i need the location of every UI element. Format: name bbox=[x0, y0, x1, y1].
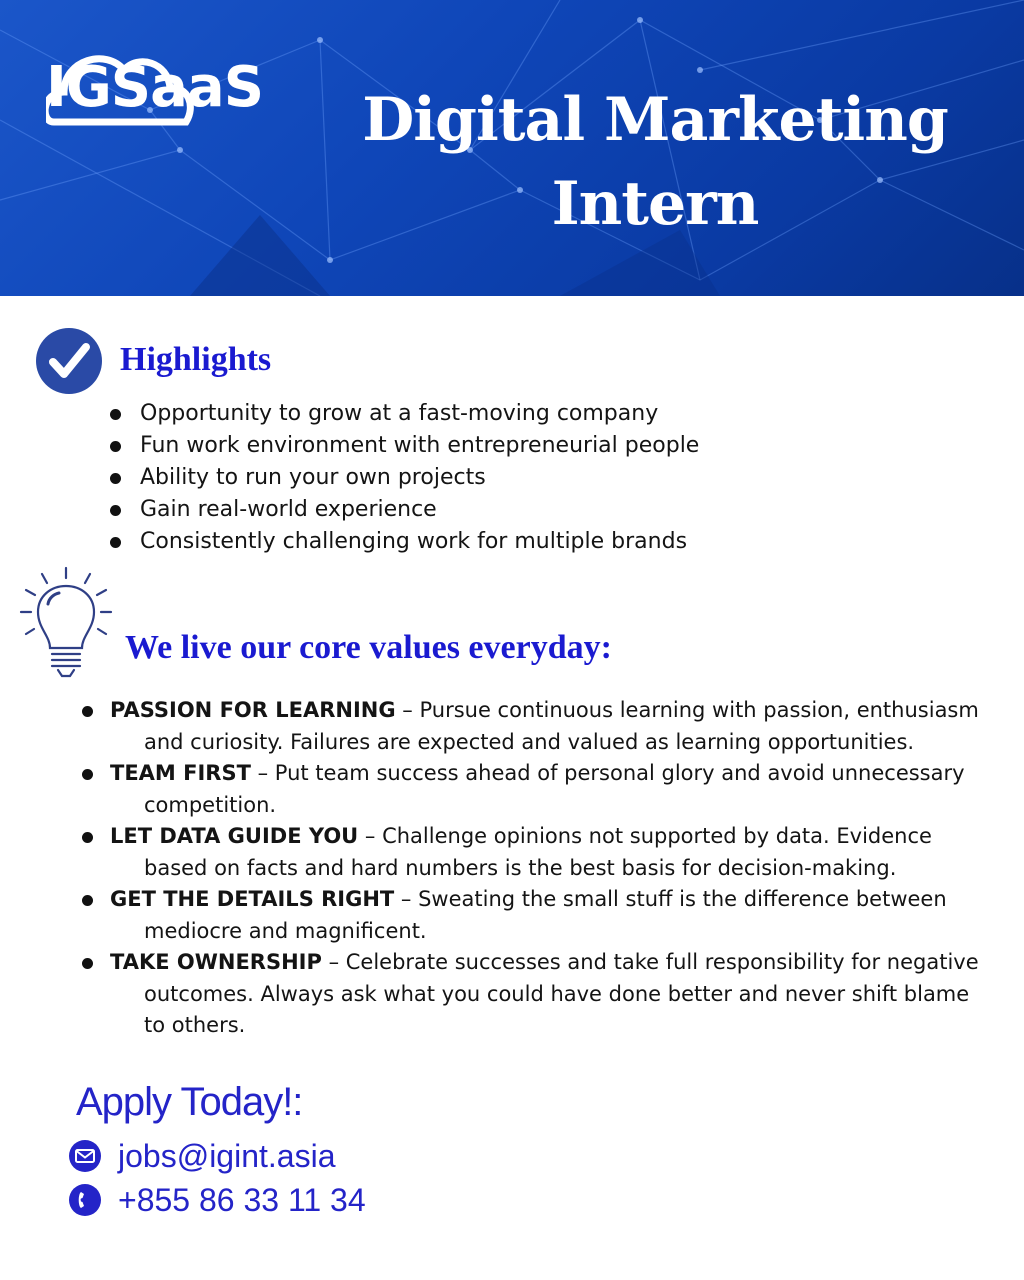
core-value-title: TEAM FIRST bbox=[110, 761, 251, 785]
core-value-title: TAKE OWNERSHIP bbox=[110, 950, 322, 974]
core-value-text: – Celebrate successes and take full responsibility for negative bbox=[321, 950, 979, 974]
phone-contact[interactable] bbox=[68, 1180, 366, 1220]
core-value-text-continued: to others. bbox=[144, 1013, 246, 1037]
phone-icon bbox=[68, 1183, 102, 1217]
core-value-text-continued: outcomes. Always ask what you could have done better and never shift blame bbox=[144, 981, 970, 1006]
job-title-line-2: Intern bbox=[551, 169, 759, 239]
core-value-text: – Challenge opinions not supported by data. Evidence bbox=[358, 824, 932, 848]
highlight-item: Ability to run your own projects bbox=[106, 462, 699, 494]
core-values-heading: We live our core values everyday: bbox=[125, 629, 612, 666]
core-value-text-continued: based on facts and hard numbers is the best basis for decision-making. bbox=[144, 855, 897, 880]
check-circle-icon bbox=[35, 327, 103, 395]
email-link[interactable]: jobs@igint.asia bbox=[118, 1138, 336, 1174]
core-value-item bbox=[76, 695, 996, 758]
core-value-item bbox=[76, 947, 996, 1042]
core-value-text: – Sweating the small stuff is the difference between bbox=[394, 887, 947, 911]
highlight-item: Opportunity to grow at a fast-moving company bbox=[106, 398, 699, 430]
company-logo bbox=[46, 40, 316, 130]
core-value-item bbox=[76, 758, 996, 821]
email-contact[interactable] bbox=[68, 1136, 335, 1176]
core-value-item bbox=[76, 821, 996, 884]
core-values-list bbox=[76, 695, 996, 1042]
phone-link[interactable]: +855 86 33 11 34 bbox=[118, 1182, 366, 1218]
job-title-line-1: Digital Marketing bbox=[362, 85, 948, 155]
core-value-title: LET DATA GUIDE YOU bbox=[110, 824, 359, 848]
logo-text: IGSaaS bbox=[46, 55, 264, 120]
core-value-text-continued: competition. bbox=[144, 792, 277, 817]
core-value-text: – Put team success ahead of personal glory and avoid unnecessary bbox=[250, 761, 965, 785]
core-value-item bbox=[76, 884, 996, 947]
core-value-title: GET THE DETAILS RIGHT bbox=[110, 887, 395, 911]
job-title bbox=[360, 78, 950, 246]
highlight-item: Gain real-world experience bbox=[106, 494, 699, 526]
envelope-icon bbox=[68, 1139, 102, 1173]
highlight-item: Fun work environment with entrepreneurial people bbox=[106, 430, 699, 462]
core-value-title: PASSION FOR LEARNING bbox=[110, 698, 396, 722]
highlight-item: Consistently challenging work for multiple brands bbox=[106, 526, 699, 558]
highlights-heading: Highlights bbox=[120, 341, 272, 378]
header-banner bbox=[0, 0, 1024, 296]
core-value-text: – Pursue continuous learning with passion, enthusiasm bbox=[395, 698, 979, 722]
core-value-text-continued: and curiosity. Failures are expected and valued as learning opportunities. bbox=[144, 729, 915, 754]
core-value-text-continued: mediocre and magnificent. bbox=[144, 918, 427, 943]
lightbulb-icon bbox=[18, 566, 114, 682]
apply-heading: Apply Today!: bbox=[76, 1080, 303, 1124]
highlights-list bbox=[106, 398, 699, 558]
